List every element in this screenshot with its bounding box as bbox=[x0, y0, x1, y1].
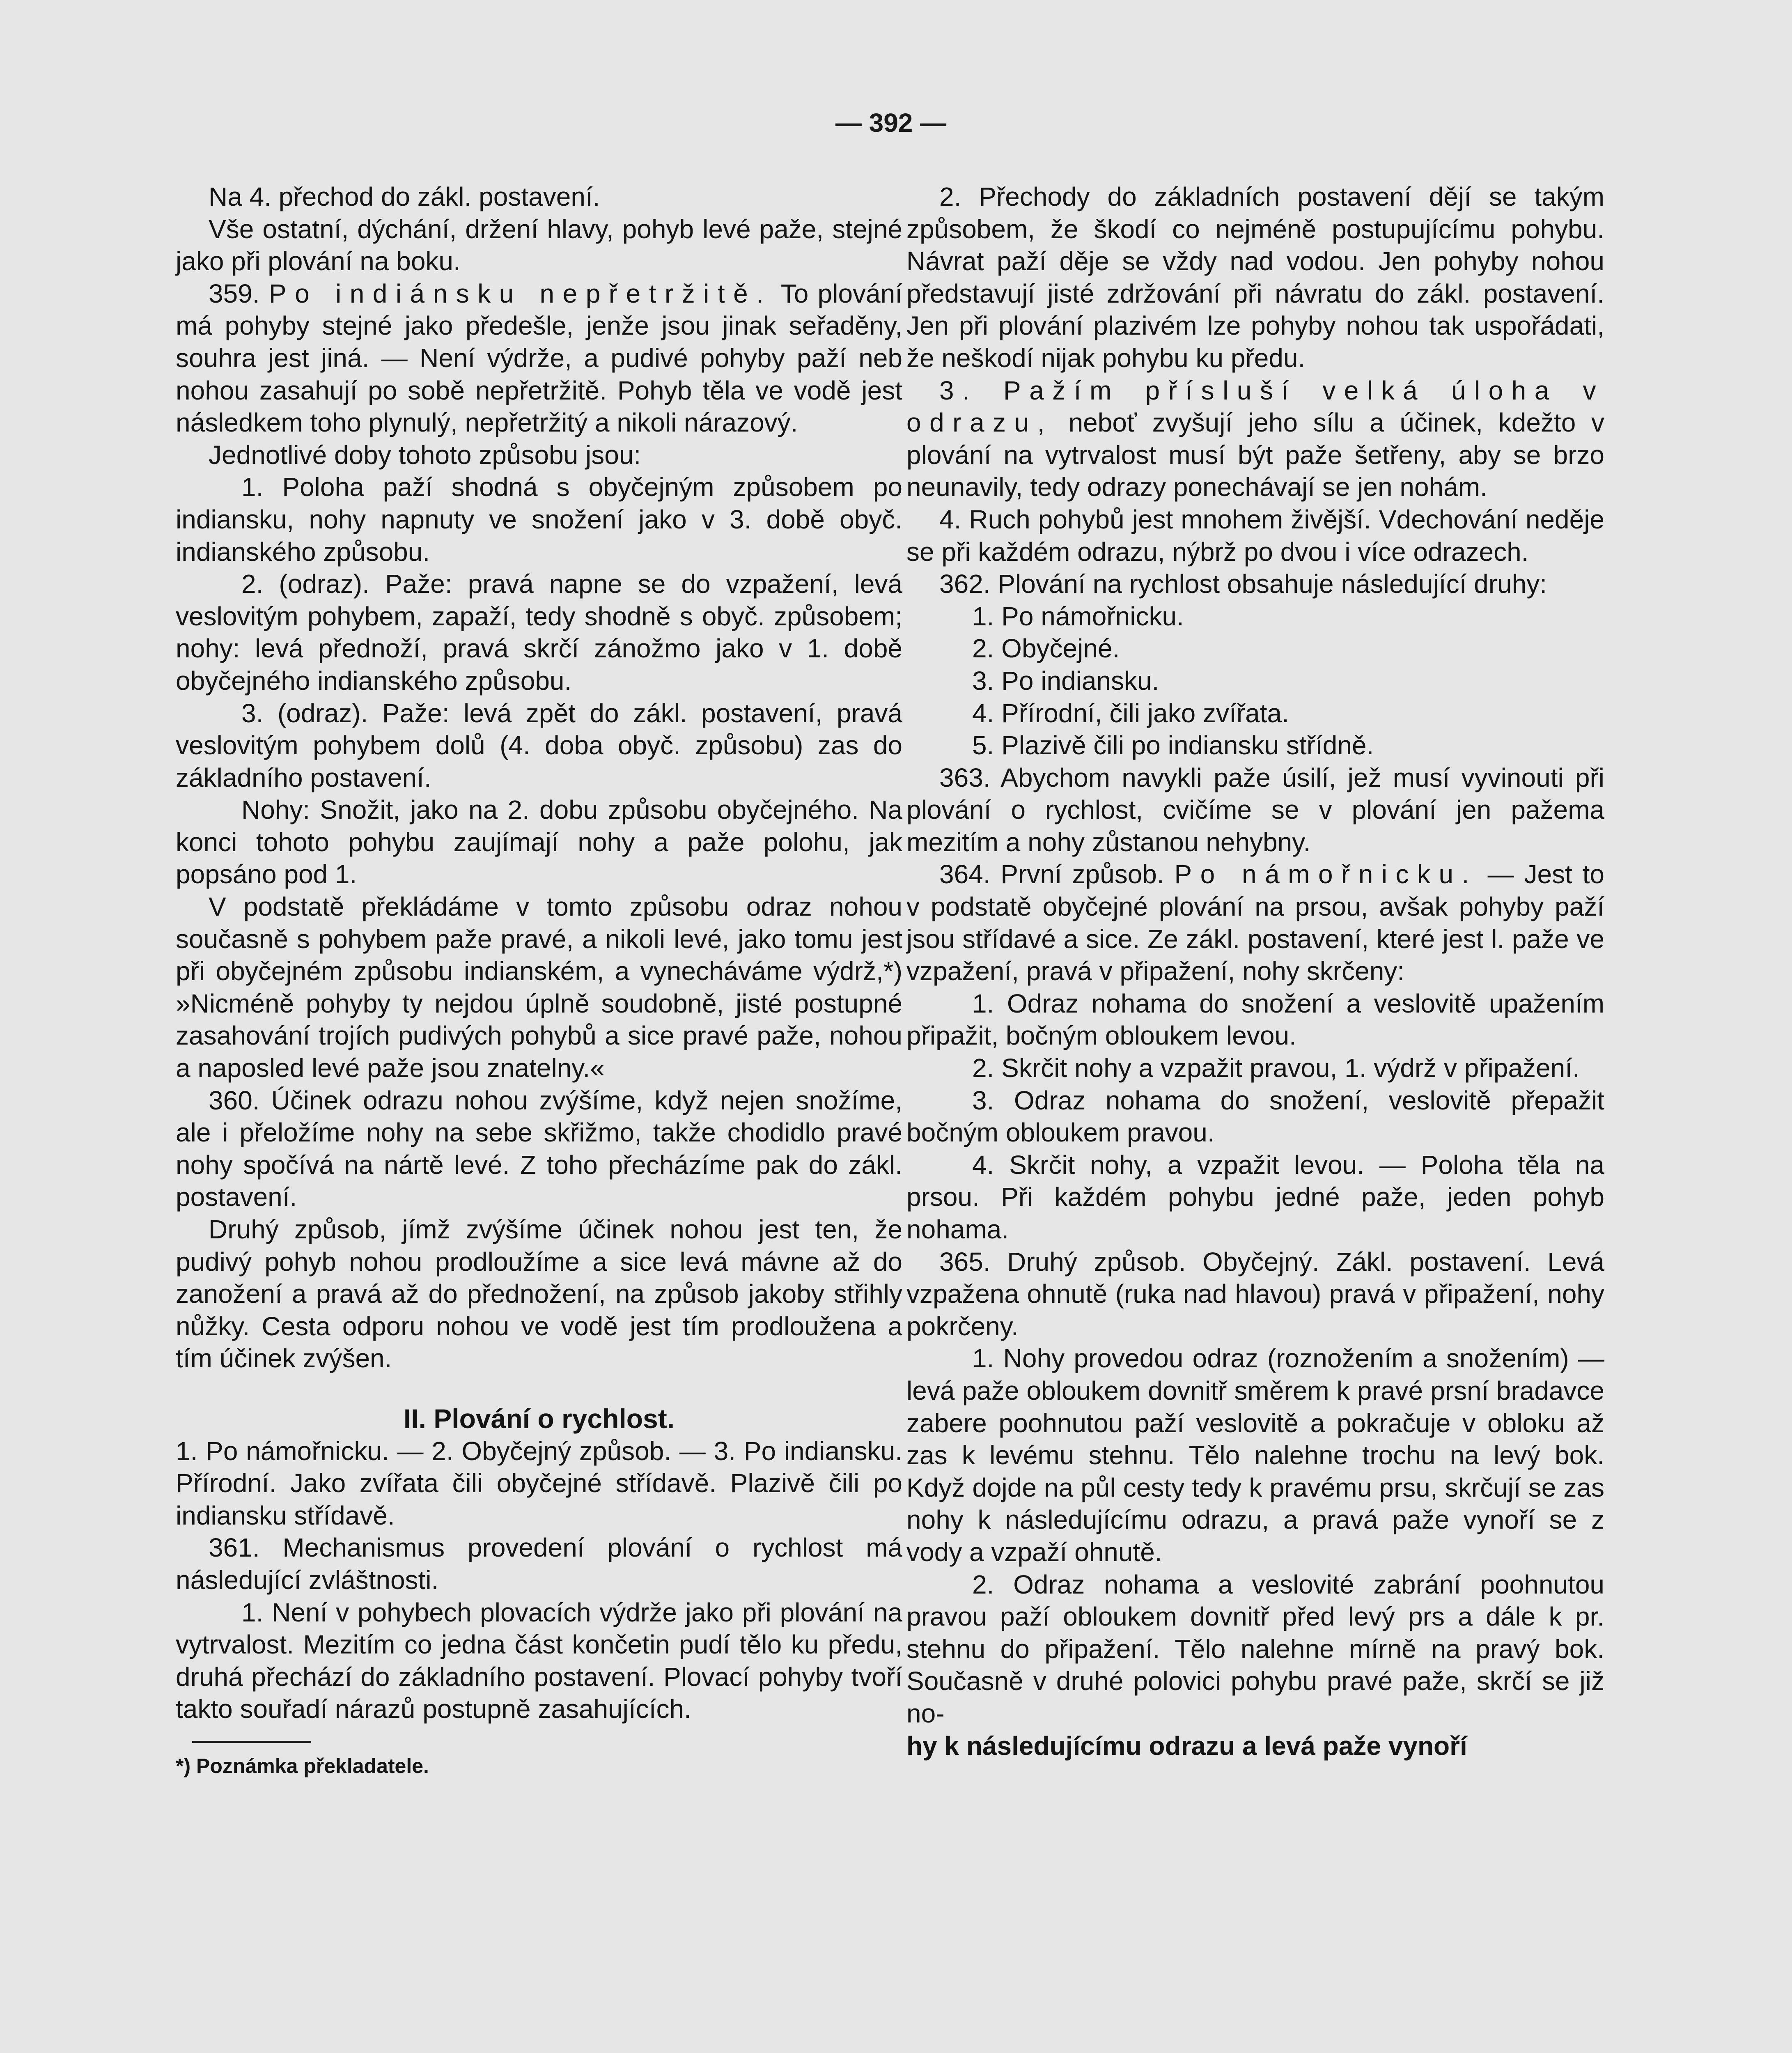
left-column bbox=[176, 181, 902, 1778]
paragraph: Nohy: Snožit, jako na 2. dobu způsobu obyčejného. Na konci tohoto pohybu zaujímají nohy a paže polohu, jak popsáno pod 1. bbox=[176, 795, 902, 889]
list-item: 1. Odraz nohama do snožení a veslovitě upažením připažit, bočným obloukem levou. bbox=[906, 988, 1604, 1051]
list-item: 2. (odraz). Paže: pravá napne se do vzpažení, levá veslovitým pohybem, zapaží, tedy shodně s obyč. způsobem; nohy: levá přednoží, pravá skrčí zánožmo jako v 1. době obyčejného indianského způsobu. bbox=[176, 569, 902, 696]
list-item: 3. Odraz nohama do snožení, veslovitě přepažit bočným obloukem pravou. bbox=[906, 1085, 1604, 1148]
paragraph-360: 360. Účinek odrazu nohou zvýšíme, když nejen snožíme, ale i přeložíme nohy na sebe skřižmo, takže chodidlo pravé nohy spočívá na nártě levé. Z toho přecházíme pak do zákl. postavení. bbox=[176, 1085, 902, 1212]
list-item: 1. Není v pohybech plovacích výdrže jako při plování na vytrvalost. Mezitím co jedna část končetin pudí tělo ku předu, druhá přechází do základního postavení. Plovací pohyby tvoří takto souřadí nárazů postupně zasahujících. bbox=[176, 1597, 902, 1724]
paragraph-text: — Jest to v podstatě obyčejné plování na prsou, avšak pohyby paží jsou střídavé a sice. Ze zákl. postavení, které jest l. paže ve vzpažení, pravá v připažení, nohy skrčeny: bbox=[906, 859, 1605, 986]
footnote-rule bbox=[192, 1741, 311, 1743]
spaced-term: Po indiánsku nepřetržitě. bbox=[268, 278, 772, 308]
page-number: — 392 — bbox=[835, 108, 947, 138]
list-item: 4. Ruch pohybů jest mnohem živější. Vdechování neděje se při každém odrazu, nýbrž po dvou i více odrazech. bbox=[906, 504, 1604, 567]
spaced-term: Po námořnicku. bbox=[1174, 859, 1478, 889]
list-item: 2. Skrčit nohy a vzpažit pravou, 1. výdrž v připažení. bbox=[972, 1053, 1580, 1083]
paragraph-text: To plování má pohyby stejné jako předešle, jenže jsou jinak seřaděny, souhra jest jiná. — Není výdrže, a pudivé pohyby paží neb nohou zasahují po sobě nepřetržitě. Pohyb těla ve vodě jest následkem toho plynulý, nepřetržitý a nikoli nárazový. bbox=[176, 278, 903, 438]
list-item: 2. Obyčejné. bbox=[972, 634, 1120, 664]
paragraph: Druhý způsob, jímž zvýšíme účinek nohou jest ten, že pudivý pohyb nohou prodloužíme a sice levá mávne až do zanožení a pravá až do přednožení, na způsob jakoby střihly nůžky. Cesta odporu nohou ve vodě jest tím prodloužena a tím účinek zvýšen. bbox=[176, 1215, 902, 1373]
list-item: 4. Přírodní, čili jako zvířata. bbox=[972, 698, 1289, 728]
spaced-term: 3. Pažím přísluší velká úloha v odrazu, bbox=[906, 375, 1604, 438]
paragraph: Jednotlivé doby tohoto způsobu jsou: bbox=[209, 440, 641, 470]
paragraph: Vše ostatní, dýchání, držení hlavy, pohyb levé paže, stejné jako při plování na boku. bbox=[176, 214, 902, 276]
list-item: 2. Odraz nohama a veslovité zabrání poohnutou pravou paží obloukem dovnitř před levý prs a dále k pr. stehnu do připažení. Tělo nalehne mírně na pravý bok. Současně v druhé polovici pohybu pravé paže, skrčí se již no- bbox=[906, 1569, 1604, 1728]
list-item: 1. Poloha paží shodná s obyčejným způsobem po indiansku, nohy napnuty ve snožení jako v 3. době obyč. indianského způsobu. bbox=[176, 472, 902, 567]
paragraph-361: 361. Mechanismus provedení plování o rychlost má následující zvláštnosti. bbox=[176, 1533, 902, 1595]
list-item: 5. Plazivě čili po indiansku střídně. bbox=[972, 730, 1374, 760]
paragraph-text: neboť zvyšují jeho sílu a účinek, kdežto v plování na vytrvalost musí být paže šetřeny, aby se brzo neunavily, tedy odrazy ponechávají se jen nohám. bbox=[906, 408, 1605, 502]
paragraph-364 bbox=[906, 858, 1604, 987]
paragraph: 1. Po námořnicku. — 2. Obyčejný způsob. — 3. Po indiansku. Přírodní. Jako zvířata čili obyčejné střídavě. Plazivě čili po indiansku střídavě. bbox=[176, 1436, 902, 1530]
footnote: *) Poznámka překladatele. bbox=[176, 1754, 429, 1777]
list-item: 3. (odraz). Paže: levá zpět do zákl. postavení, pravá veslovitým pohybem dolů (4. doba obyč. způsobu) zas do základního postavení. bbox=[176, 698, 902, 792]
list-item: 1. Nohy provedou odraz (roznožením a snožením) — levá paže obloukem dovnitř směrem k pravé prsní bradavce zabere poohnutou paží veslovitě a pokračuje v obloku až zas k levému stehnu. Tělo nalehne trochu na levý bok. Když dojde na půl cesty tedy k pravému prsu, skrčují se zas nohy k následujícímu odrazu, a pravá paže vynoří se z vody a vzpaží ohnutě. bbox=[906, 1343, 1604, 1567]
section-number: 359. bbox=[209, 278, 260, 308]
paragraph: Na 4. přechod do zákl. postavení. bbox=[209, 182, 600, 211]
list-item: 4. Skrčit nohy, a vzpažit levou. — Poloha těla na prsou. Při každém pohybu jedné paže, jeden pohyb nohama. bbox=[906, 1150, 1604, 1244]
paragraph-359 bbox=[176, 278, 902, 439]
right-column bbox=[906, 181, 1604, 1762]
paragraph-363: 363. Abychom navykli paže úsilí, jež musí vyvinouti při plování o rychlost, cvičíme se v plování jen pažema mezitím a nohy zůstanou nehybny. bbox=[906, 762, 1604, 857]
list-item: 3. Po indiansku. bbox=[972, 666, 1159, 696]
section-heading: II. Plování o rychlost. bbox=[403, 1403, 675, 1434]
paragraph-362: 362. Plování na rychlost obsahuje následující druhy: bbox=[939, 569, 1547, 599]
list-item bbox=[906, 374, 1604, 503]
list-item: 1. Po námořnicku. bbox=[972, 601, 1184, 631]
paragraph: V podstatě překládáme v tomto způsobu odraz nohou současně s pohybem paže pravé, a nikoli levé, jako tomu jest při obyčejném způsobu indianském, a vynecháváme výdrž,*) »Nicméně pohyby ty nejdou úplně soudobně, jisté postupné zasahování trojích pudivých pohybů a sice pravé paže, nohou a naposled levé paže jsou znatelny.« bbox=[176, 892, 902, 1083]
paragraph-365: 365. Druhý způsob. Obyčejný. Zákl. postavení. Levá vzpažena ohnutě (ruka nad hlavou) pravá v připažení, nohy pokrčeny. bbox=[906, 1247, 1604, 1341]
paragraph-text: 364. První způsob. bbox=[939, 859, 1164, 889]
list-item: 2. Přechody do základních postavení dějí se takým způsobem, že škodí co nejméně postupujícímu pohybu. Návrat paží děje se vždy nad vodou. Jen pohyby nohou představují jisté zdržování při návratu do zákl. postavení. Jen při plování plazivém lze pohyby nohou tak uspořádati, že neškodí nijak pohybu ku předu. bbox=[906, 182, 1604, 373]
last-line: hy k následujícímu odrazu a levá paže vynoří bbox=[906, 1731, 1467, 1761]
